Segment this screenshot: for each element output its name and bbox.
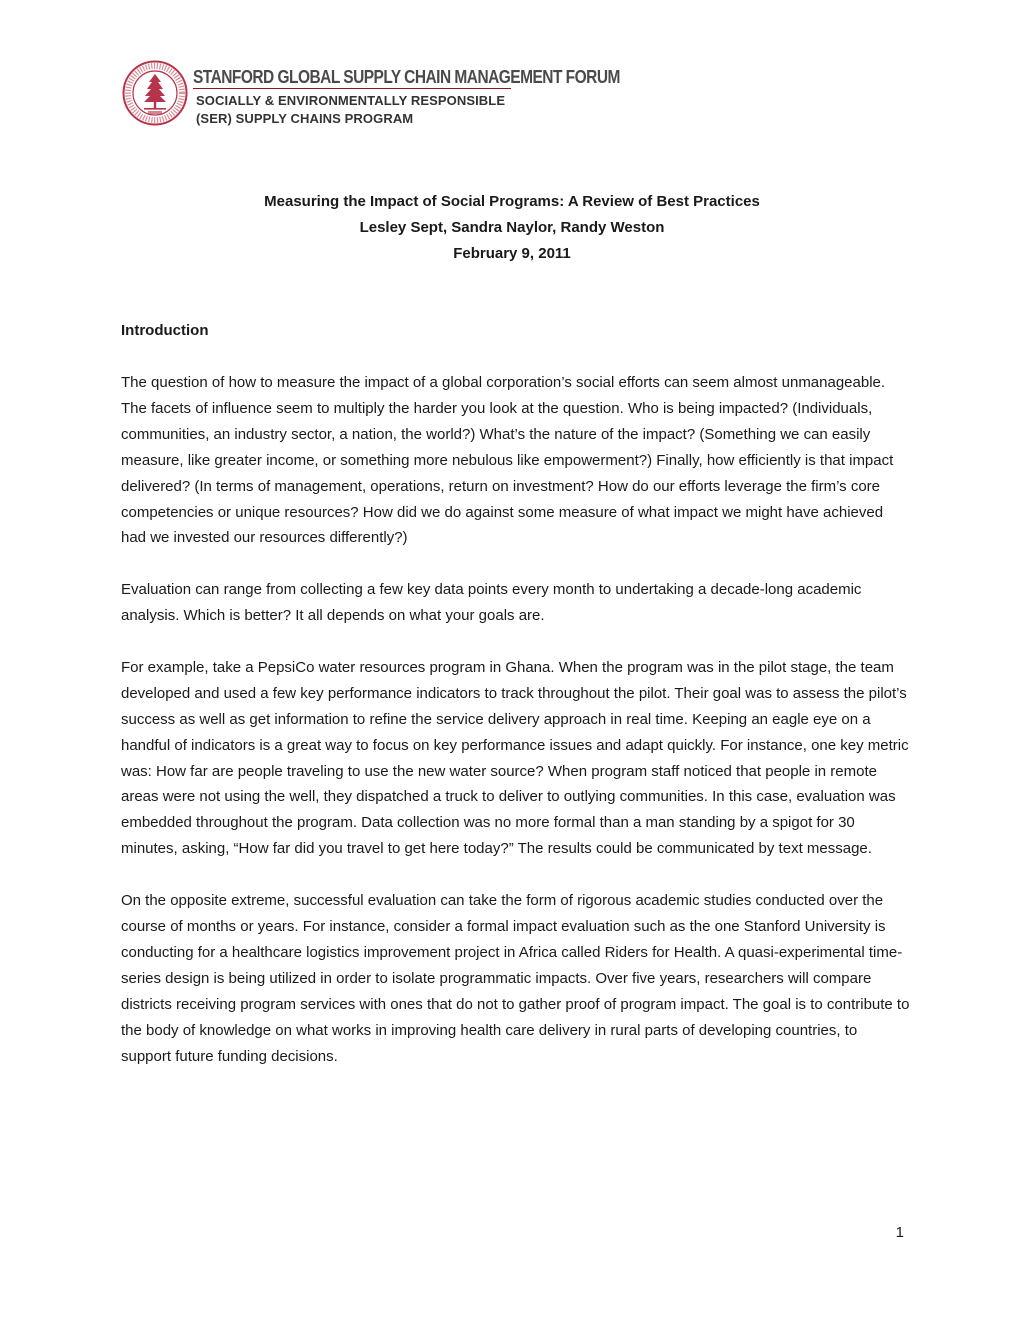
letterhead <box>122 58 620 132</box>
paragraph: On the opposite extreme, successful evaluation can take the form of rigorous academic studies conducted over the course of months or years. For instance, consider a formal impact evaluation such as the one Stanford University is conducting for a healthcare logistics improvement project in Africa called Riders for Health. A quasi-experimental time-series design is being utilized in order to isolate programmatic impacts. Over five years, researchers will compare districts receiving program services with ones that do not to gather proof of program impact. The goal is to contribute to the body of knowledge on what works in improving health care delivery in rural parts of developing countries, to support future funding decisions. <box>121 892 910 1065</box>
document-date: February 9, 2011 <box>453 245 571 262</box>
document-authors: Lesley Sept, Sandra Naylor, Randy Weston <box>359 219 665 236</box>
paragraph: For example, take a PepsiCo water resources program in Ghana. When the program was in the pilot stage, the team developed and used a few key performance indicators to track throughout the pilot. Their goal was to assess the pilot’s success as well as get information to refine the service delivery approach in real time. Keeping an eagle eye on a handful of indicators is a great way to focus on key performance issues and adapt quickly. For instance, one key metric was: How far are people traveling to use the new water source? When program staff noticed that people in remote areas were not using the well, they dispatched a truck to deliver to outlying communities. In this case, evaluation was embedded throughout the program. Data collection was no more formal than a man standing by a spigot for 30 minutes, asking, “How far did you travel to get here today?” The results could be communicated by text message. <box>121 658 909 858</box>
paragraph: The question of how to measure the impact of a global corporation’s social efforts can seem almost unmanageable. The facets of influence seem to multiply the harder you look at the question. Who is being impacted? (Individuals, communities, an industry sector, a nation, the world?) What’s the nature of the impact? (Something we can easily measure, like greater income, or something more nebulous like empowerment?) Finally, how efficiently is that impact delivered? (In terms of management, operations, return on investment? How do our efforts leverage the firm’s core competencies or unique resources? How did we do against some measure of what impact we might have achieved had we invested our resources differently?) <box>121 374 894 547</box>
body-text <box>121 370 911 1095</box>
forum-name: STANFORD GLOBAL SUPPLY CHAIN MANAGEMENT FORUM <box>193 67 620 87</box>
document-title: Measuring the Impact of Social Programs: A Review of Best Practices <box>264 193 760 210</box>
program-line-1: SOCIALLY & ENVIRONMENTALLY RESPONSIBLE <box>196 93 506 108</box>
section-heading: Introduction <box>121 322 209 339</box>
page-number: 1 <box>895 1224 904 1241</box>
title-block <box>0 189 1024 267</box>
stanford-seal-icon <box>122 60 188 126</box>
forum-name-underline <box>193 88 511 89</box>
paragraph: Evaluation can range from collecting a few key data points every month to undertaking a decade-long academic analysis. Which is better? It all depends on what your goals are. <box>121 581 862 625</box>
program-line-2: (SER) SUPPLY CHAINS PROGRAM <box>196 111 414 126</box>
